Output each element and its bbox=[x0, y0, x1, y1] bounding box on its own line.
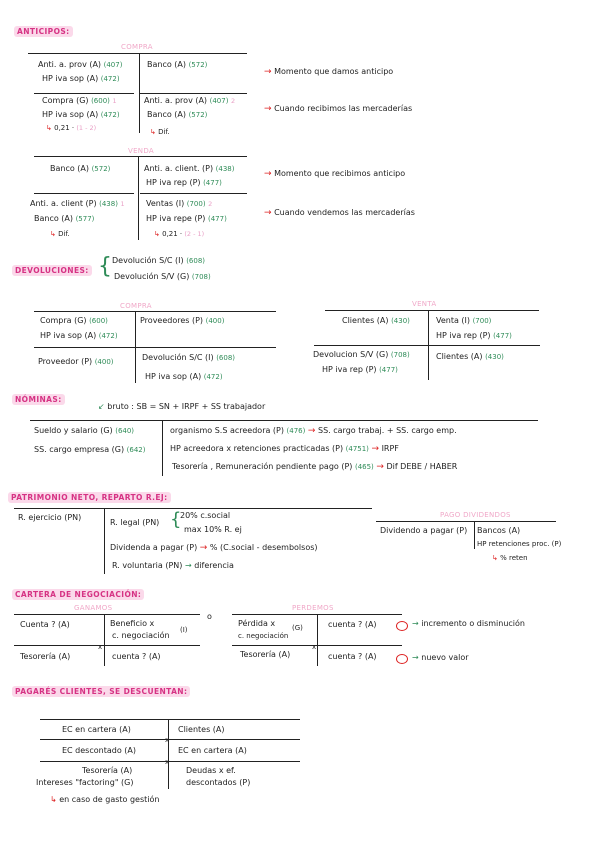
entry-line: R. voluntaria (PN) → diferencia bbox=[112, 561, 234, 570]
entry-line: Compra (G) (600) bbox=[40, 316, 108, 325]
entry-line: cuenta ? (A) bbox=[328, 652, 377, 661]
arrow-right-icon: → bbox=[199, 543, 208, 553]
entry-line: Tesorería (A) bbox=[20, 652, 71, 661]
or-label: o bbox=[207, 612, 212, 621]
entry-line: Anti. a. prov (A) (407) 2 bbox=[144, 96, 236, 105]
entry-separator bbox=[140, 193, 247, 194]
type-tag: (I) bbox=[180, 626, 188, 634]
compra-label: COMPRA bbox=[120, 302, 152, 310]
compra-label: COMPRA bbox=[121, 43, 153, 51]
section-title-devoluciones: DEVOLUCIONES: bbox=[12, 265, 92, 276]
arrow-right-icon: → bbox=[376, 462, 384, 472]
legal-note: 20% c.social bbox=[180, 511, 231, 520]
entry-separator bbox=[34, 347, 276, 348]
section-title-anticipos: ANTICIPOS: bbox=[14, 26, 73, 37]
note: → Momento que damos anticipo bbox=[264, 67, 394, 77]
entry-line: HP iva rep (P) (477) bbox=[436, 331, 512, 340]
entry-line: descontados (P) bbox=[186, 778, 251, 787]
circle-mark bbox=[396, 621, 408, 631]
entry-line: Tesorería (A) bbox=[82, 766, 133, 775]
note: → Momento que recibimos anticipo bbox=[264, 169, 406, 179]
brace-icon: { bbox=[98, 254, 112, 279]
t-account-divider bbox=[138, 156, 139, 240]
t-account-top bbox=[34, 311, 276, 312]
t-account-divider bbox=[104, 508, 105, 574]
entry-line: EC descontado (A) bbox=[62, 746, 136, 755]
curved-arrow-icon: ↙ bbox=[98, 402, 105, 411]
entry-line: Venta (I) (700) bbox=[436, 316, 492, 325]
note: ↳ en caso de gasto gestión bbox=[50, 795, 160, 804]
dif-line: ↳ Dif. bbox=[150, 128, 170, 136]
entry-line: Dividendo a pagar (P) bbox=[380, 526, 468, 535]
return-arrow-icon: ↳ bbox=[492, 554, 498, 562]
entry-line: Proveedor (P) (400) bbox=[38, 357, 114, 366]
t-account-top bbox=[30, 420, 538, 421]
entry-line: Proveedores (P) (400) bbox=[140, 316, 225, 325]
entry-line: Intereses "factoring" (G) bbox=[36, 778, 134, 787]
devolucion-item: Devolución S/V (G) (708) bbox=[114, 272, 211, 281]
entry-line: Banco (A) (572) bbox=[147, 60, 208, 69]
venda-label: VENDA bbox=[128, 147, 155, 155]
entry-line: Devolución S/C (I) (608) bbox=[142, 353, 236, 362]
note: → Cuando recibimos las mercaderías bbox=[264, 104, 413, 114]
arrow-right-icon: → bbox=[412, 653, 419, 662]
entry-line: Tesorería (A) bbox=[240, 650, 291, 659]
entry-line: EC en cartera (A) bbox=[178, 746, 247, 755]
entry-separator bbox=[40, 761, 300, 762]
entry-line: Ventas (I) (700) 2 bbox=[146, 199, 213, 208]
entry-line: Clientes (A) (430) bbox=[342, 316, 410, 325]
t-account-top bbox=[14, 614, 200, 615]
circle-mark bbox=[396, 654, 408, 664]
entry-line: Clientes (A) (430) bbox=[436, 352, 504, 361]
return-arrow-icon: ↳ bbox=[154, 230, 160, 238]
entry-line: cuenta ? (A) bbox=[112, 652, 161, 661]
entry-separator bbox=[34, 93, 134, 94]
t-account-divider bbox=[162, 420, 163, 476]
entry-line: c. negociación bbox=[238, 632, 289, 640]
section-title-patrimonio: PATRIMONIO NETO, REPARTO R.EJ: bbox=[8, 492, 171, 503]
entry-line: Tesorería , Remuneración pendiente pago (P) (465) → Dif DEBE / HABER bbox=[172, 462, 458, 472]
legal-note: max 10% R. ej bbox=[184, 525, 242, 534]
perdemos-label: PERDEMOS bbox=[292, 604, 334, 612]
entry-separator bbox=[14, 645, 200, 646]
entry-line: Anti. a. client (P) (438) 1 bbox=[30, 199, 125, 208]
entry-line: HP iva sop (A) (472) bbox=[145, 372, 223, 381]
entry-line: Beneficio x bbox=[110, 619, 155, 628]
entry-line: cuenta ? (A) bbox=[328, 620, 377, 629]
note: → incremento o disminución bbox=[412, 619, 525, 628]
section-title-nominas: NÓMINAS: bbox=[12, 394, 65, 405]
entry-line: Banco (A) (572) bbox=[147, 110, 208, 119]
entry-line: Bancos (A) bbox=[477, 526, 521, 535]
t-account-top bbox=[34, 156, 247, 157]
section-title-pagares: PAGARÉS CLIENTES, SE DESCUENTAN: bbox=[12, 686, 190, 697]
entry-line: Anti. a. client. (P) (438) bbox=[144, 164, 235, 173]
entry-line: Pérdida x bbox=[238, 619, 276, 628]
calc-line: ↳ 0,21 · (1 - 2) bbox=[46, 124, 97, 132]
reten-note: ↳ % reten bbox=[492, 554, 528, 562]
arrow-right-icon: → bbox=[264, 104, 272, 114]
t-account-divider bbox=[474, 521, 475, 549]
entry-separator bbox=[40, 739, 300, 740]
entry-separator bbox=[34, 193, 134, 194]
entry-line: R. legal (PN) bbox=[110, 518, 160, 527]
cross-mark: x bbox=[165, 758, 170, 766]
devolucion-item: Devolución S/C (I) (608) bbox=[112, 256, 206, 265]
entry-line: HP acreedora x retenciones practicadas (P) (4751) → IRPF bbox=[170, 444, 399, 454]
entry-line: Anti. a. prov (A) (407) bbox=[38, 60, 123, 69]
return-arrow-icon: ↳ bbox=[150, 128, 156, 136]
note: → nuevo valor bbox=[412, 653, 469, 662]
cross-mark: x bbox=[165, 736, 170, 744]
entry-line: Banco (A) (572) bbox=[50, 164, 111, 173]
bruto-note: ↙ bruto : SB = SN + IRPF + SS trabajador bbox=[98, 402, 266, 411]
calc-line: ↳ 0,21 · (2 - 1) bbox=[154, 230, 205, 238]
type-tag: (G) bbox=[292, 624, 303, 632]
t-account-top bbox=[40, 719, 300, 720]
entry-line: organismo S.S acreedora (P) (476) → SS. cargo trabaj. + SS. cargo emp. bbox=[170, 426, 457, 436]
return-arrow-icon: ↳ bbox=[50, 795, 57, 804]
t-account-divider bbox=[168, 719, 169, 789]
arrow-right-icon: → bbox=[307, 426, 316, 436]
t-account-top bbox=[14, 508, 372, 509]
entry-line: Banco (A) (577) bbox=[34, 214, 95, 223]
entry-line: Devolucion S/V (G) (708) bbox=[313, 350, 410, 359]
entry-line: Sueldo y salario (G) (640) bbox=[34, 426, 135, 435]
entry-line: HP iva sop (A) (472) bbox=[42, 110, 120, 119]
t-account-divider bbox=[317, 614, 318, 666]
t-account-top bbox=[325, 310, 539, 311]
entry-separator bbox=[232, 645, 402, 646]
entry-line: HP iva sop (A) (472) bbox=[40, 331, 118, 340]
arrow-right-icon: → bbox=[264, 169, 272, 179]
entry-line: c. negociación bbox=[112, 631, 170, 640]
return-arrow-icon: ↳ bbox=[50, 230, 56, 238]
arrow-right-icon: → bbox=[264, 67, 272, 77]
cross-mark: x bbox=[312, 643, 317, 651]
entry-line: HP iva rep (P) (477) bbox=[146, 178, 222, 187]
arrow-right-icon: → bbox=[184, 561, 192, 570]
venta-label: VENTA bbox=[412, 300, 437, 308]
cross-mark: x bbox=[98, 643, 103, 651]
entry-line: Cuenta ? (A) bbox=[20, 620, 70, 629]
entry-line: HP retenciones proc. (P) bbox=[477, 540, 562, 548]
arrow-right-icon: → bbox=[412, 619, 419, 628]
entry-line: HP iva rep (P) (477) bbox=[322, 365, 398, 374]
ganamos-label: GANAMOS bbox=[74, 604, 113, 612]
entry-line: EC en cartera (A) bbox=[62, 725, 131, 734]
entry-line: Clientes (A) bbox=[178, 725, 225, 734]
arrow-right-icon: → bbox=[264, 208, 272, 218]
entry-line: Compra (G) (600) 1 bbox=[42, 96, 117, 105]
entry-line: Deudas x ef. bbox=[186, 766, 236, 775]
section-title-cartera: CARTERA DE NEGOCIACIÓN: bbox=[12, 589, 144, 600]
dif-line: ↳ Dif. bbox=[50, 230, 70, 238]
t-account-top bbox=[376, 521, 556, 522]
entry-separator bbox=[314, 345, 540, 346]
t-account-top bbox=[28, 53, 247, 54]
entry-line: HP iva sop (A) (472) bbox=[42, 74, 120, 83]
entry-line: HP iva repe (P) (477) bbox=[146, 214, 227, 223]
entry-separator bbox=[140, 93, 247, 94]
entry-line: SS. cargo empresa (G) (642) bbox=[34, 445, 146, 454]
arrow-right-icon: → bbox=[371, 444, 380, 454]
return-arrow-icon: ↳ bbox=[46, 124, 52, 132]
entry-line: R. ejercicio (PN) bbox=[18, 513, 82, 522]
entry-line: Dividenda a pagar (P) → % (C.social - desembolsos) bbox=[110, 543, 318, 553]
pago-dividendos-label: PAGO DIVIDENDOS bbox=[440, 511, 511, 519]
t-account-divider bbox=[104, 614, 105, 666]
brace-icon: { bbox=[170, 509, 182, 530]
note: → Cuando vendemos las mercaderías bbox=[264, 208, 415, 218]
